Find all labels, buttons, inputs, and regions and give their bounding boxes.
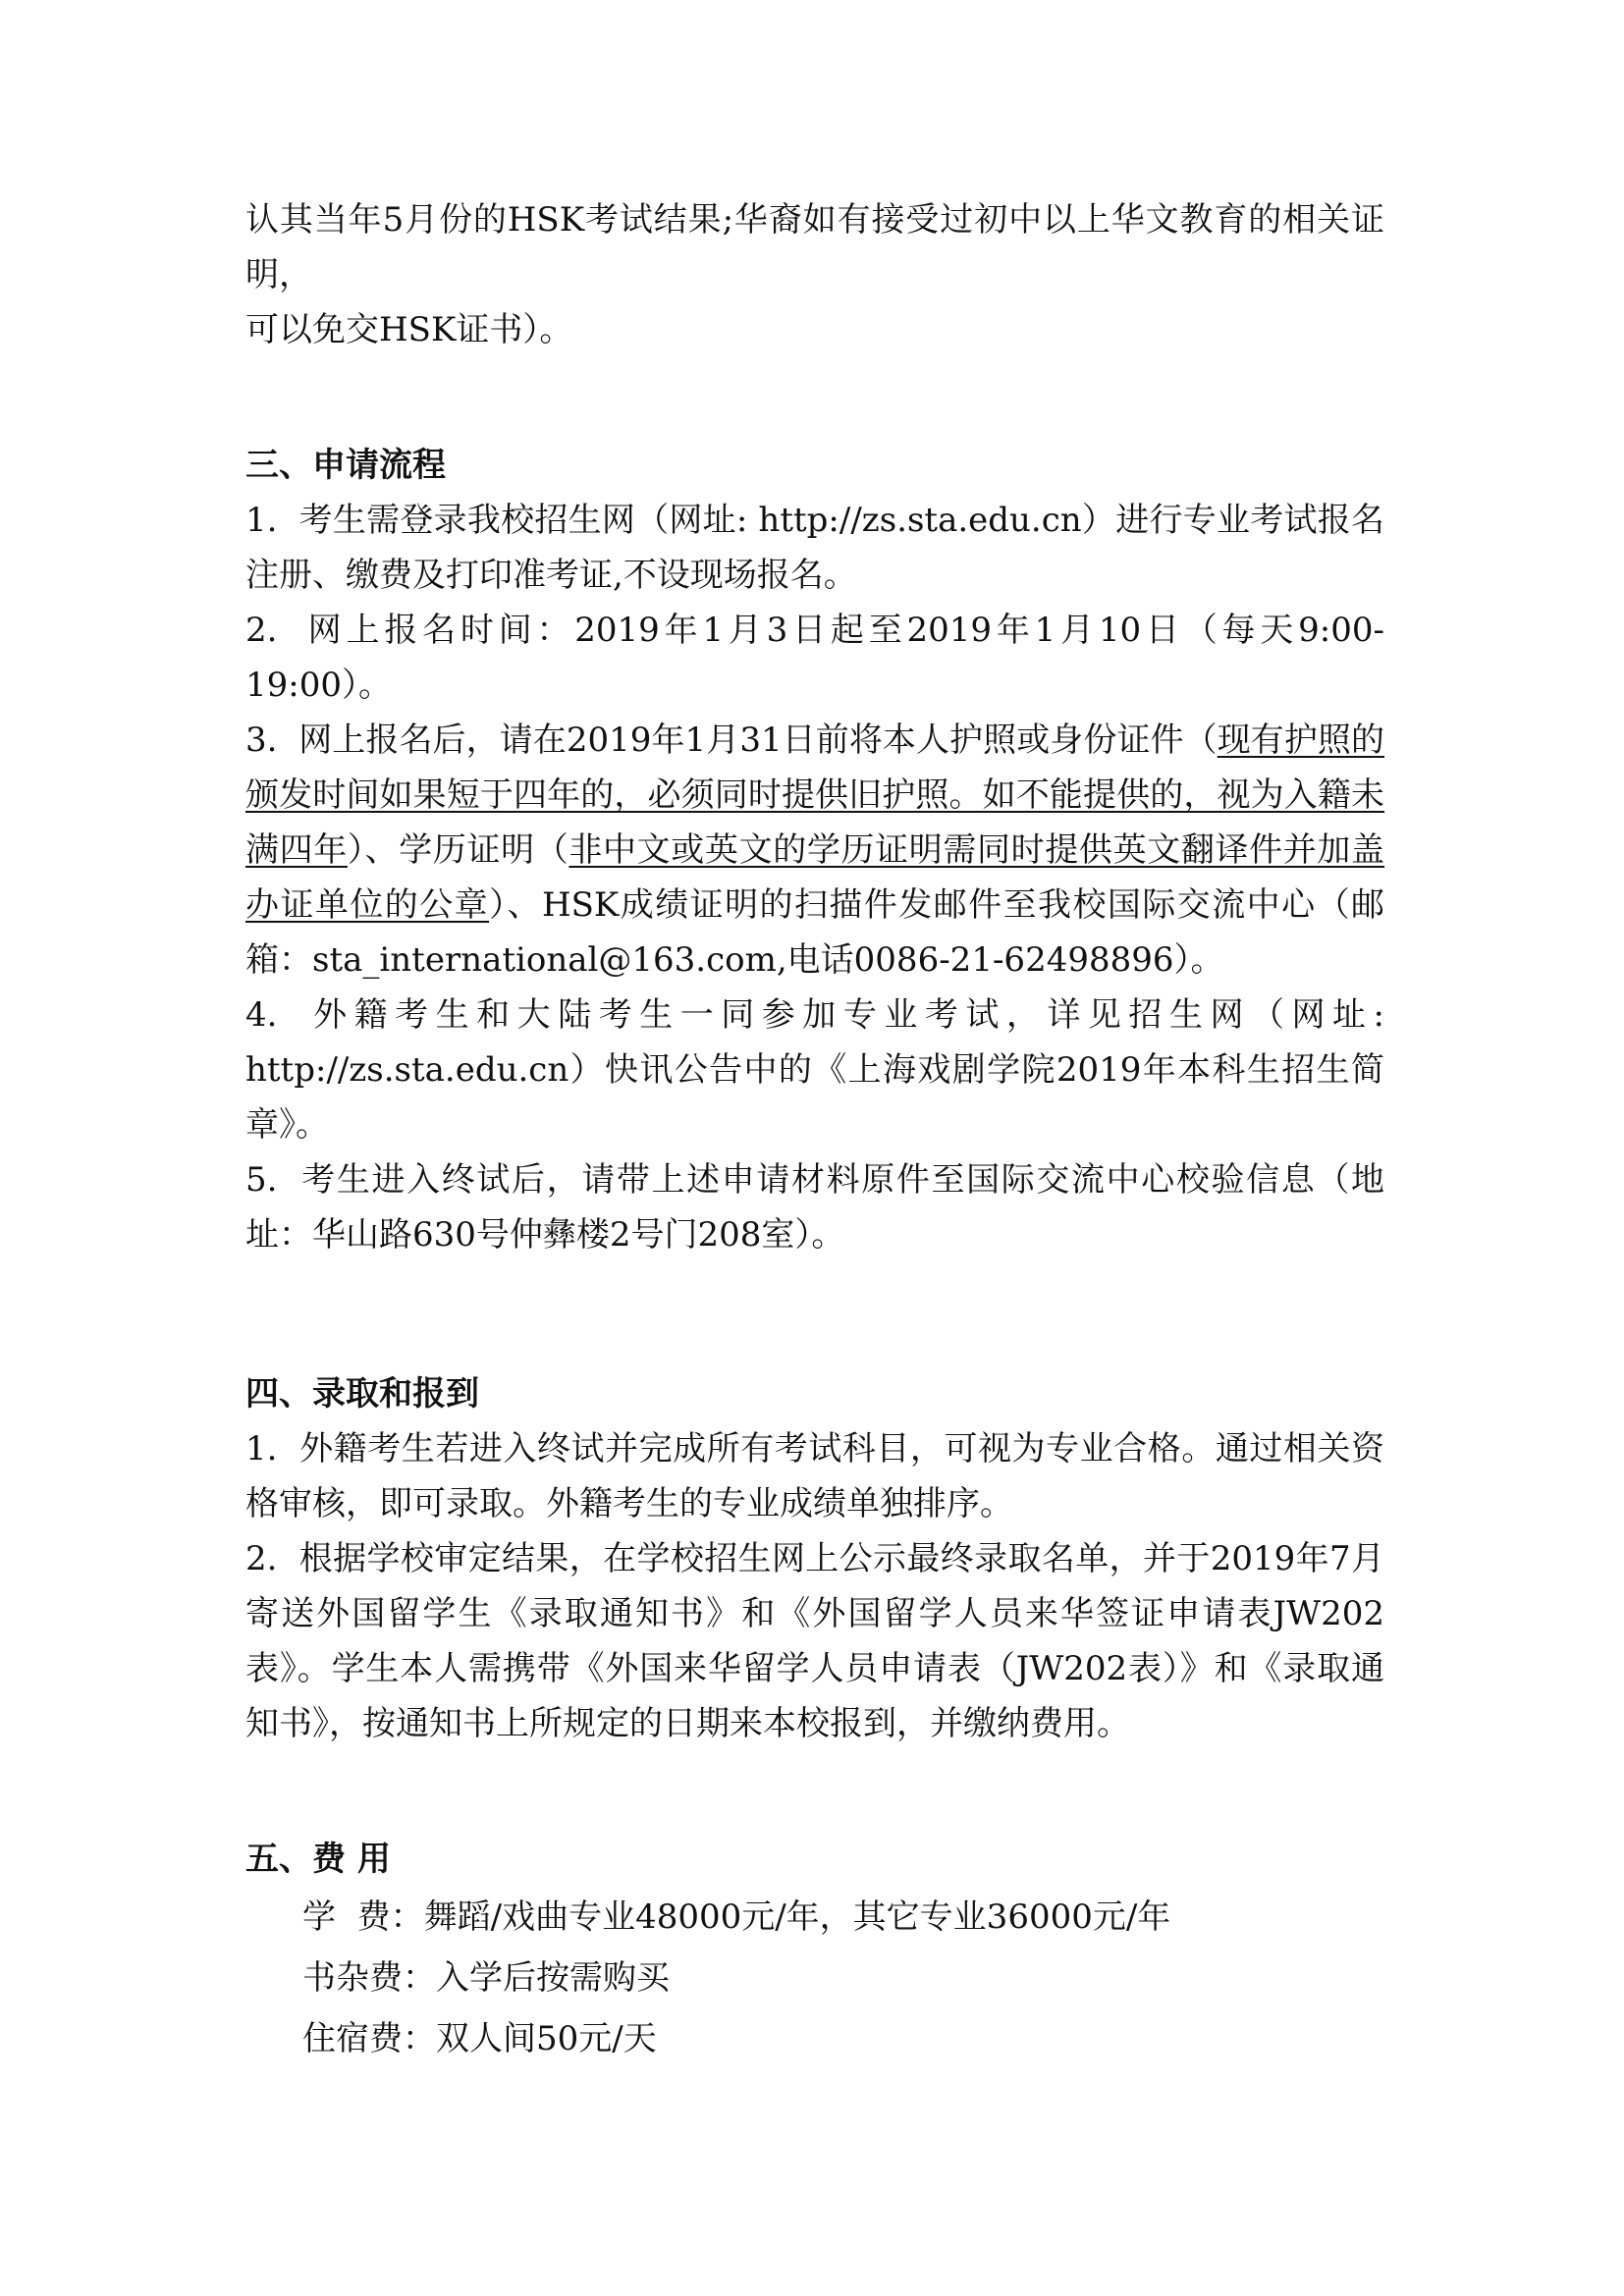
document-page	[245, 192, 1384, 2069]
intro-line-2: 可以免交HSK证书）。	[245, 310, 573, 349]
passport-requirement-underlined: 现有护照的颁发时间如果短于四年的，必须同时提供旧护照。如不能提供的，视为入籍未满四年	[245, 721, 1385, 870]
fee-books: 书杂费：入学后按需购买	[302, 1958, 670, 1998]
process-item-1: 1. 考生需登录我校招生网（网址: http://zs.sta.edu.cn）进行专业考试报名注册、缴费及打印准考证,不设现场报名。	[245, 501, 1384, 595]
section-title-fees: 五、费 用	[245, 1840, 391, 1879]
section-gap	[245, 357, 1384, 438]
process-item-3	[245, 713, 1384, 988]
process-item-5: 5. 考生进入终试后，请带上述申请材料原件至国际交流中心校验信息（地址：华山路630号仲彝楼2号门208室）。	[245, 1160, 1384, 1255]
process-item-3-text-c: ）、HSK成绩证明的扫描件发邮件至我校国际交流中心（邮箱：sta_international@163.com,电话0086-21-62498896）。	[245, 885, 1385, 980]
admission-item-2: 2. 根据学校审定结果，在学校招生网上公示最终录取名单，并于2019年7月寄送外国留学生《录取通知书》和《外国留学人员来华签证申请表JW202表》。学生本人需携带《外国来华留学人员申请表（JW202表）》和《录取通知书》，按通知书上所规定的日期来本校报到，并缴纳费用。	[245, 1539, 1384, 1743]
section-title-admission: 四、录取和报到	[245, 1374, 479, 1414]
section-gap	[245, 1262, 1384, 1366]
section-gap	[245, 1751, 1384, 1832]
fee-list	[245, 1887, 1384, 2069]
section-title-application-process: 三、申请流程	[245, 446, 446, 485]
admission-item-1: 1. 外籍考生若进入终试并完成所有考试科目，可视为专业合格。通过相关资格审核，即可录取。外籍考生的专业成绩单独排序。	[245, 1429, 1384, 1523]
fee-tuition: 学 费：舞蹈/戏曲专业48000元/年，其它专业36000元/年	[302, 1897, 1171, 1937]
process-item-2: 2. 网上报名时间：2019年1月3日起至2019年1月10日（每天9:00-19:00）。	[245, 611, 1384, 705]
process-item-3-text-b: ）、学历证明（	[347, 830, 569, 870]
fee-lodging: 住宿费：双人间50元/天	[302, 2019, 657, 2058]
intro-line-1: 认其当年5月份的HSK考试结果;华裔如有接受过初中以上华文教育的相关证明，	[245, 200, 1384, 294]
translation-requirement-underlined: 非中文或英文的学历证明需同时提供英文翻译件并加盖办证单位的公章	[245, 830, 1385, 925]
process-item-4: 4. 外籍考生和大陆考生一同参加专业考试，详见招生网（网址: http://zs.sta.edu.cn）快讯公告中的《上海戏剧学院2019年本科生招生简章》。	[245, 995, 1384, 1145]
process-item-3-text-a: 3. 网上报名后，请在2019年1月31日前将本人护照或身份证件（	[245, 721, 1218, 760]
